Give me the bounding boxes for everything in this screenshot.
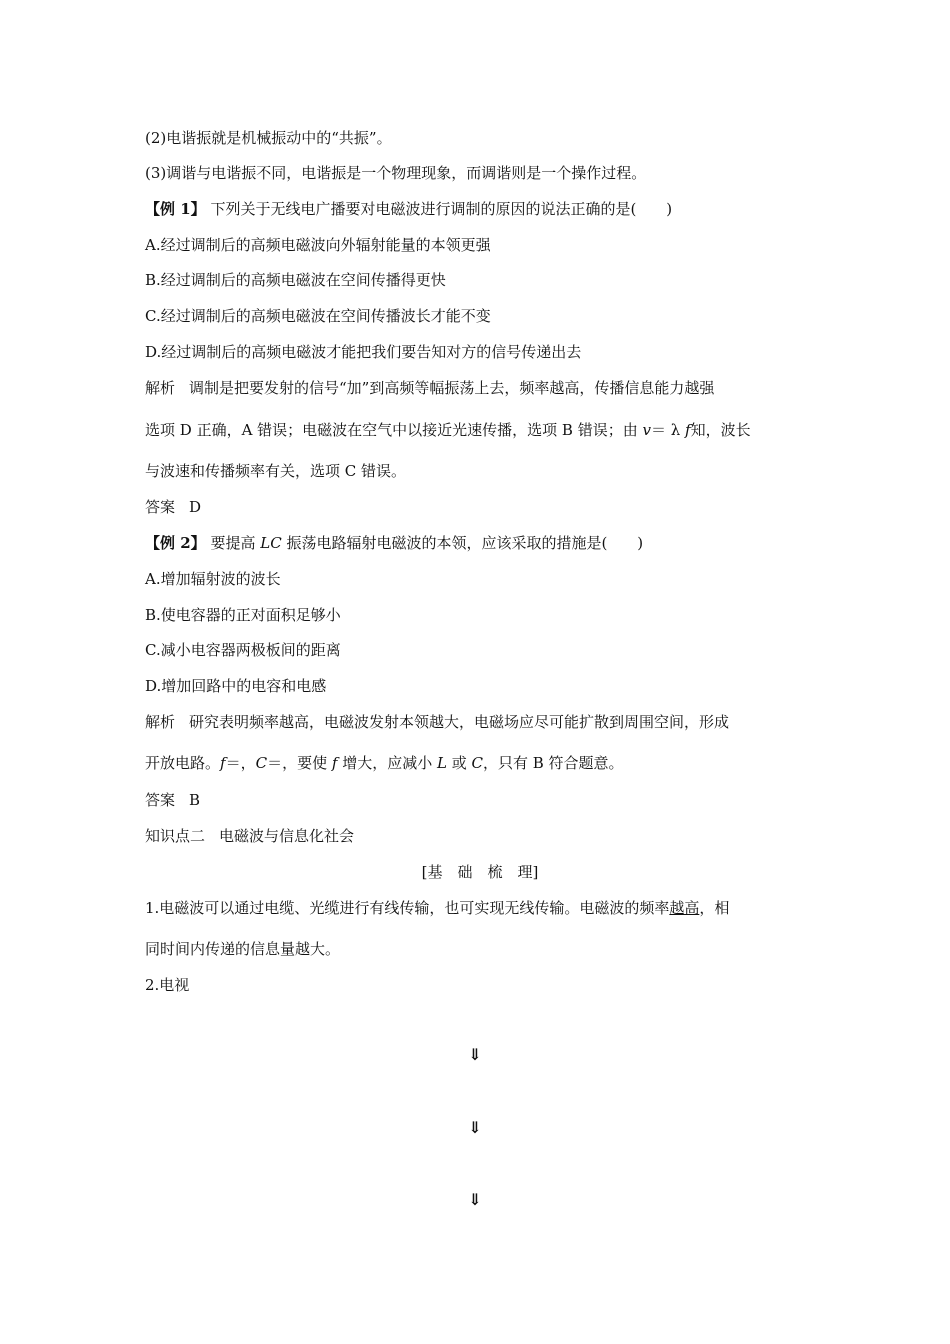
item-1-line-2: 同时间内传递的信息量越大。 bbox=[145, 940, 341, 958]
down-arrow-icon: ⇓ bbox=[468, 1190, 482, 1209]
example-1-answer: 答案 D bbox=[145, 498, 202, 516]
item-1-line-1: 1.电磁波可以通过电缆、光缆进行有线传输，也可实现无线传输。电磁波的频率越高，相 bbox=[145, 899, 730, 917]
section-subheading: [基 础 梳 理] bbox=[421, 863, 539, 881]
example-1-text: 下列关于无线电广播要对电磁波进行调制的原因的说法正确的是( ) bbox=[210, 200, 673, 218]
example-1-analysis-line-2: 选项 D 正确，A 错误；电磁波在空气中以接近光速传播，选项 B 错误；由 v＝ λ f知，波长 bbox=[145, 421, 751, 439]
section-title: 知识点二 电磁波与信息化社会 bbox=[145, 827, 355, 845]
answer-label: 答案 bbox=[145, 498, 176, 516]
analysis-label: 解析 bbox=[145, 713, 176, 731]
example-1-option-c: C.经过调制后的高频电磁波在空间传播波长才能不变 bbox=[145, 307, 491, 325]
answer-label: 答案 bbox=[145, 791, 176, 809]
example-1-option-b: B.经过调制后的高频电磁波在空间传播得更快 bbox=[145, 271, 446, 289]
example-2-analysis-line-2: 开放电路。f＝，C＝，要使 f 增大，应减小 L 或 C，只有 B 符合题意。 bbox=[145, 754, 624, 772]
example-1-tag: 【例 1】 bbox=[145, 200, 206, 218]
example-1-analysis-line-1: 解析 调制是把要发射的信号“加”到高频等幅振荡上去，频率越高，传播信息能力越强 bbox=[145, 379, 715, 397]
example-2-analysis-line-1: 解析 研究表明频率越高，电磁波发射本领越大，电磁场应尽可能扩散到周围空间，形成 bbox=[145, 713, 730, 731]
analysis-label: 解析 bbox=[145, 379, 176, 397]
down-arrow-icon: ⇓ bbox=[468, 1118, 482, 1137]
example-2-option-c: C.减小电容器两极板间的距离 bbox=[145, 641, 341, 659]
example-1-option-d: D.经过调制后的高频电磁波才能把我们要告知对方的信号传递出去 bbox=[145, 343, 582, 361]
note-3: (3)调谐与电谐振不同，电谐振是一个物理现象，而调谐则是一个操作过程。 bbox=[145, 164, 647, 182]
example-2-answer: 答案 B bbox=[145, 791, 201, 809]
example-2-option-d: D.增加回路中的电容和电感 bbox=[145, 677, 327, 695]
example-1-analysis-line-3: 与波速和传播频率有关，选项 C 错误。 bbox=[145, 462, 407, 480]
underlined-blank: 越高 bbox=[669, 899, 700, 917]
example-1-option-a: A.经过调制后的高频电磁波向外辐射能量的本领更强 bbox=[145, 236, 491, 254]
example-2-option-b: B.使电容器的正对面积足够小 bbox=[145, 606, 341, 624]
example-2-tag: 【例 2】 bbox=[145, 534, 206, 552]
note-2: (2)电谐振就是机械振动中的“共振”。 bbox=[145, 129, 392, 147]
example-2-question: 【例 2】 要提高 LC 振荡电路辐射电磁波的本领，应该采取的措施是( ) bbox=[145, 534, 644, 552]
example-2-option-a: A.增加辐射波的波长 bbox=[145, 570, 281, 588]
item-2: 2.电视 bbox=[145, 976, 190, 994]
down-arrow-icon: ⇓ bbox=[468, 1045, 482, 1064]
example-1-question bbox=[145, 199, 672, 219]
